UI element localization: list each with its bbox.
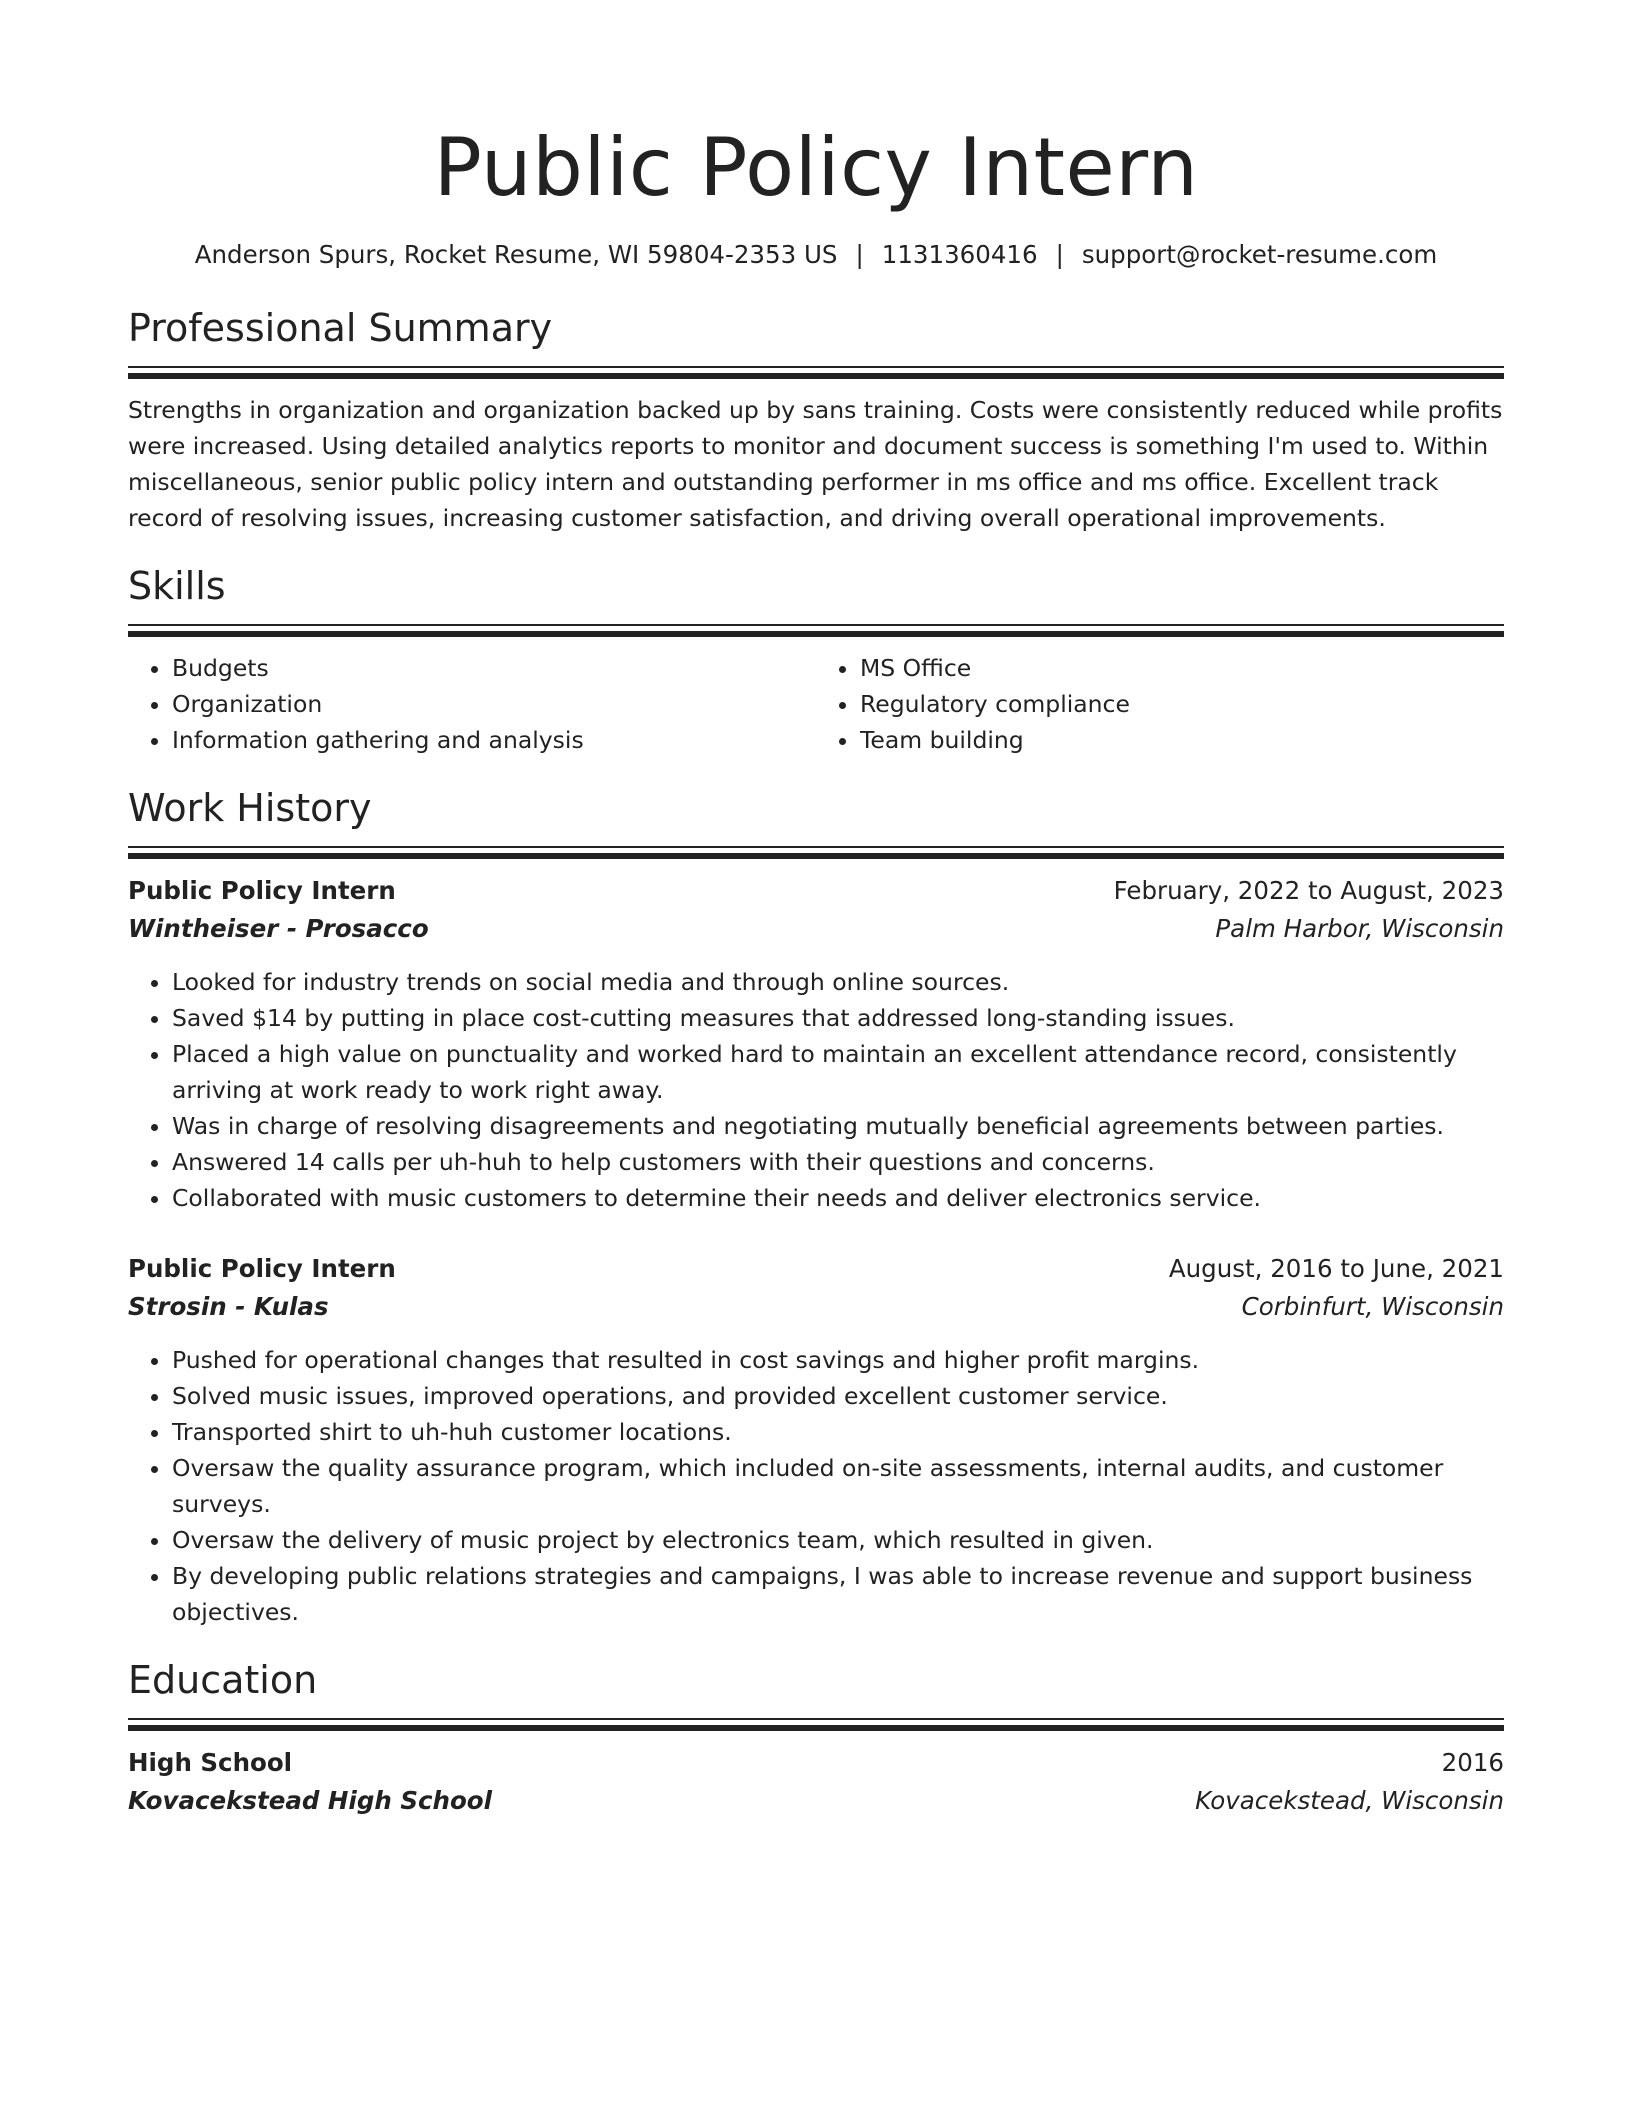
work-history-section — [128, 784, 1504, 1630]
skills-columns — [128, 650, 1504, 758]
section-divider — [128, 1718, 1504, 1730]
skill-item: • Team building — [860, 722, 1504, 758]
job-header — [128, 872, 1504, 910]
job-bullet: • Was in charge of resolving disagreements and negotiating mutually beneficial agreements between parties. — [172, 1108, 1504, 1144]
job-bullet: • Oversaw the quality assurance program, which included on-site assessments, internal audits, and customer surveys. — [172, 1450, 1504, 1522]
education-header — [128, 1744, 1504, 1782]
section-divider — [128, 366, 1504, 378]
job-location: Corbinfurt, Wisconsin — [1241, 1292, 1504, 1321]
job-bullet: • Saved $14 by putting in place cost-cutting measures that addressed long-standing issues. — [172, 1000, 1504, 1036]
job-bullets — [128, 1342, 1504, 1630]
section-title-summary: Professional Summary — [128, 306, 553, 350]
section-title-skills: Skills — [128, 564, 226, 608]
skills-list-left — [128, 650, 816, 758]
contact-separator: | — [1055, 240, 1064, 269]
education-year: 2016 — [1441, 1748, 1504, 1777]
job-bullet: • Pushed for operational changes that resulted in cost savings and higher profit margins. — [172, 1342, 1504, 1378]
job-company: Wintheiser - Prosacco — [128, 914, 429, 943]
resume-name: Public Policy Intern — [433, 121, 1199, 214]
job-subheader — [128, 1288, 1504, 1326]
skill-item: • Budgets — [172, 650, 816, 686]
skill-item: • Information gathering and analysis — [172, 722, 816, 758]
education-location: Kovacekstead, Wisconsin — [1195, 1786, 1504, 1815]
section-divider — [128, 846, 1504, 858]
job-bullet: • Placed a high value on punctuality and worked hard to maintain an excellent attendance record, consistently arriving at work ready to work right away. — [172, 1036, 1504, 1108]
job-entry — [128, 872, 1504, 1216]
skills-section — [128, 562, 1504, 758]
job-bullet: • By developing public relations strategies and campaigns, I was able to increase revenue and support business objectives. — [172, 1558, 1504, 1630]
contact-line — [128, 238, 1504, 272]
job-subheader — [128, 910, 1504, 948]
section-title-work: Work History — [128, 786, 372, 830]
education-section — [128, 1656, 1504, 1820]
job-dates: February, 2022 to August, 2023 — [1113, 876, 1504, 905]
skills-list-right — [816, 650, 1504, 758]
job-location: Palm Harbor, Wisconsin — [1215, 914, 1504, 943]
job-title: Public Policy Intern — [128, 876, 396, 905]
section-title-education: Education — [128, 1658, 318, 1702]
job-bullet: • Transported shirt to uh-huh customer locations. — [172, 1414, 1504, 1450]
job-bullet: • Solved music issues, improved operations, and provided excellent customer service. — [172, 1378, 1504, 1414]
education-subheader — [128, 1782, 1504, 1820]
job-bullet: • Looked for industry trends on social media and through online sources. — [172, 964, 1504, 1000]
job-bullets — [128, 964, 1504, 1216]
skill-item: • Regulatory compliance — [860, 686, 1504, 722]
education-school: Kovacekstead High School — [128, 1786, 493, 1815]
skill-item: • Organization — [172, 686, 816, 722]
job-dates: August, 2016 to June, 2021 — [1168, 1254, 1504, 1283]
job-header — [128, 1250, 1504, 1288]
job-bullet: • Oversaw the delivery of music project by electronics team, which resulted in given. — [172, 1522, 1504, 1558]
job-entry — [128, 1250, 1504, 1630]
skill-item: • MS Office — [860, 650, 1504, 686]
summary-text: Strengths in organization and organization backed up by sans training. Costs were consistently reduced while profits were increased. Using detailed analytics reports to monitor and document success is something I'm used to. Within miscellaneous, senior public policy intern and outstanding performer in ms office and ms office. Excellent track record of resolving issues, increasing customer satisfaction, and driving overall operational improvements. — [128, 396, 1503, 532]
summary-section — [128, 304, 1504, 536]
job-bullet: • Answered 14 calls per uh-huh to help customers with their questions and concerns. — [172, 1144, 1504, 1180]
education-entry — [128, 1744, 1504, 1820]
job-company: Strosin - Kulas — [128, 1292, 329, 1321]
contact-address: Anderson Spurs, Rocket Resume, WI 59804-2353 US — [194, 240, 838, 269]
contact-email: support@rocket-resume.com — [1081, 240, 1438, 269]
education-degree: High School — [128, 1748, 293, 1777]
contact-phone: 1131360416 — [881, 240, 1038, 269]
contact-separator: | — [855, 240, 864, 269]
job-bullet: • Collaborated with music customers to determine their needs and deliver electronics service. — [172, 1180, 1504, 1216]
job-title: Public Policy Intern — [128, 1254, 396, 1283]
section-divider — [128, 624, 1504, 636]
